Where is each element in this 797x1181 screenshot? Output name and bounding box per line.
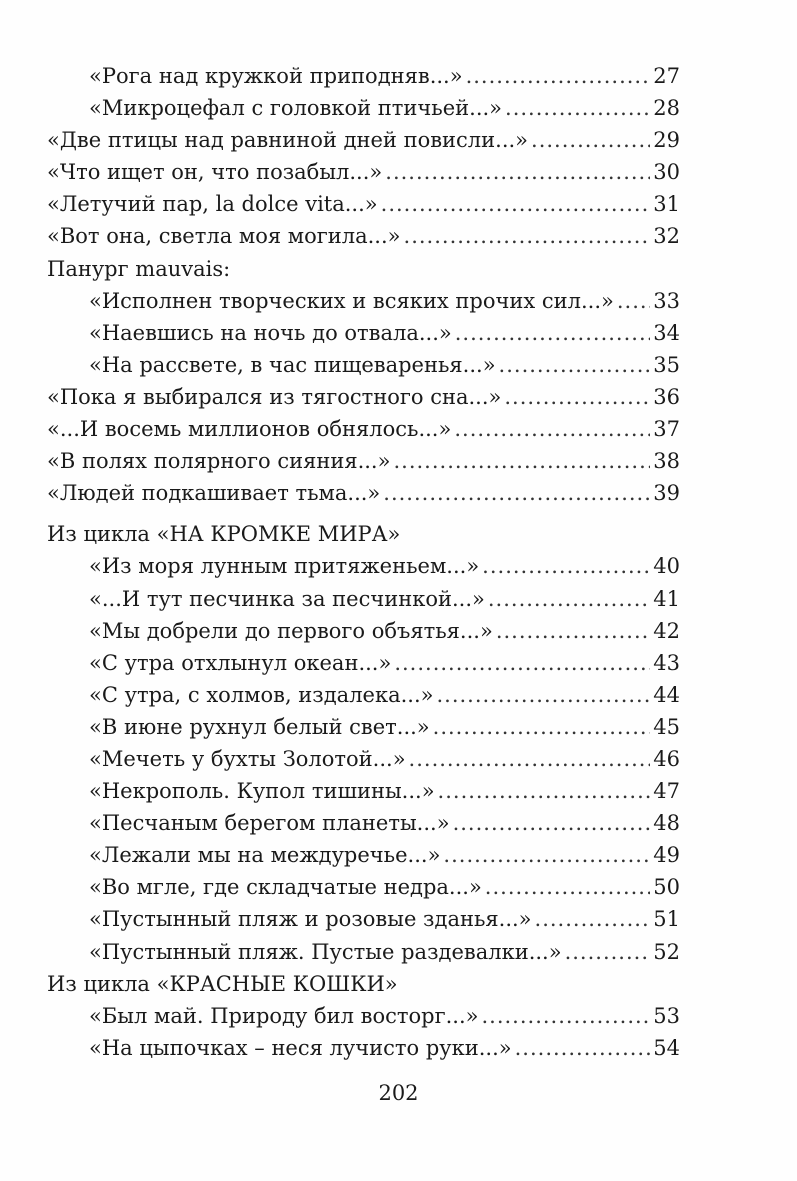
toc-entry-page: 50	[653, 875, 680, 900]
toc-entry-title: «Исполнен творческих и всяких прочих сил...»	[89, 288, 614, 313]
toc-entry	[47, 188, 680, 220]
toc-entry-page: 42	[653, 618, 680, 643]
toc-entry-title: «В июне рухнул белый свет...»	[89, 714, 430, 739]
dot-leader	[496, 615, 650, 647]
toc-entry-title: «Во мгле, где складчатые недра...»	[89, 875, 482, 900]
dot-leader	[394, 647, 650, 679]
dot-leader	[617, 285, 650, 317]
toc-entry	[47, 285, 680, 317]
toc-entry	[47, 381, 680, 413]
section-heading-text: Из цикла «КРАСНЫЕ КОШКИ»	[47, 971, 398, 996]
toc-entry-title: «Пустынный пляж. Пустые раздевалки...»	[89, 939, 562, 964]
toc-entry-page: 51	[653, 907, 680, 932]
toc-entry-title: «Микроцефал с головкой птичьей...»	[89, 96, 503, 121]
dot-leader	[436, 679, 650, 711]
dot-leader	[453, 807, 651, 839]
toc-entry-title: «Пока я выбирался из тягостного сна...»	[47, 384, 502, 409]
toc-entry-title: «С утра отхлынул океан...»	[89, 650, 392, 675]
toc-entry-title: «...И восемь миллионов обнялось...»	[47, 417, 452, 442]
toc-entry	[47, 220, 680, 252]
dot-leader	[466, 60, 651, 92]
toc-entry	[47, 871, 680, 903]
toc-entry-page: 38	[653, 449, 680, 474]
toc-entry-title: «Был май. Природу бил восторг...»	[89, 1003, 479, 1028]
dot-leader	[505, 92, 650, 124]
toc-entry	[47, 317, 680, 349]
section-heading	[47, 253, 680, 285]
dot-leader	[455, 317, 651, 349]
toc-entry	[47, 445, 680, 477]
toc-entry	[47, 124, 680, 156]
toc-entry-title: «Из моря лунным притяженьем...»	[89, 554, 480, 579]
dot-leader	[454, 413, 650, 445]
toc-entry	[47, 775, 680, 807]
dot-leader	[499, 349, 651, 381]
toc-entry	[47, 711, 680, 743]
toc-entry	[47, 743, 680, 775]
toc-entry-title: «Наевшись на ночь до отвала...»	[89, 320, 452, 345]
section-heading	[47, 518, 680, 550]
dot-leader	[515, 1032, 651, 1064]
section-heading	[47, 968, 680, 1000]
section-heading-text: Панург mauvais:	[47, 256, 231, 281]
toc-entry-page: 40	[653, 554, 680, 579]
dot-leader	[504, 381, 650, 413]
toc-entry-page: 27	[653, 64, 680, 88]
toc-entry-page: 47	[653, 779, 680, 804]
toc-entry	[47, 583, 680, 615]
toc-entry-page: 33	[653, 288, 680, 313]
toc-entry	[47, 679, 680, 711]
toc-entry	[47, 477, 680, 509]
dot-leader	[443, 839, 650, 871]
toc-entry-title: «На рассвете, в час пищеваренья...»	[89, 352, 496, 377]
page-number: 202	[378, 1081, 419, 1105]
toc-entry	[47, 807, 680, 839]
toc-entry-title: «На цыпочках – неся лучисто руки...»	[89, 1035, 512, 1060]
toc-entry-page: 31	[653, 192, 680, 217]
toc-entry-title: «Мечеть у бухты Золотой...»	[89, 746, 406, 771]
toc-entry-page: 28	[653, 96, 680, 121]
toc-entry	[47, 647, 680, 679]
toc-entry	[47, 550, 680, 582]
toc-entry-title: «Что ищет он, что позабыл...»	[47, 160, 383, 185]
toc-entry-title: «Вот она, светла моя могила...»	[47, 224, 401, 249]
toc-entry-title: «Некрополь. Купол тишины...»	[89, 779, 435, 804]
section-heading-text: Из цикла «НА КРОМКЕ МИРА»	[47, 522, 401, 547]
toc-entry-page: 53	[653, 1003, 680, 1028]
toc-entry-page: 32	[653, 224, 680, 249]
toc-entry-page: 45	[653, 714, 680, 739]
toc-entry-title: «Две птицы над равниной дней повисли...»	[47, 128, 529, 153]
toc-entry	[47, 1032, 680, 1064]
dot-leader	[535, 903, 651, 935]
toc-entry-title: «Мы добрели до первого объятья...»	[89, 618, 493, 643]
toc-entry	[47, 1000, 680, 1032]
toc-entry-page: 36	[653, 384, 680, 409]
toc-entry-page: 30	[653, 160, 680, 185]
toc-entry-title: «Людей подкашивает тьма...»	[47, 481, 381, 506]
toc-entry-page: 54	[653, 1035, 680, 1060]
toc-entry-page: 29	[653, 128, 680, 153]
dot-leader	[531, 124, 650, 156]
toc-entry-title: «Летучий пар, la dolce vita...»	[47, 192, 378, 217]
dot-leader	[482, 550, 650, 582]
dot-leader	[438, 775, 651, 807]
toc-entry	[47, 615, 680, 647]
dot-leader	[404, 220, 651, 252]
toc-entry-page: 48	[653, 811, 680, 836]
dot-leader	[383, 477, 650, 509]
dot-leader	[409, 743, 651, 775]
toc-entry-page: 39	[653, 481, 680, 506]
toc-entry	[47, 413, 680, 445]
toc-entry-page: 52	[653, 939, 680, 964]
dot-leader	[433, 711, 651, 743]
toc-entry-page: 44	[653, 682, 680, 707]
table-of-contents	[47, 60, 680, 1064]
toc-entry	[47, 156, 680, 188]
dot-leader	[485, 871, 650, 903]
toc-entry-title: «С утра, с холмов, издалека...»	[89, 682, 434, 707]
toc-entry	[47, 839, 680, 871]
toc-entry-page: 49	[653, 843, 680, 868]
toc-entry-title: «Пустынный пляж и розовые зданья...»	[89, 907, 532, 932]
toc-entry-title: «Лежали мы на междуречье...»	[89, 843, 441, 868]
toc-entry-title: «Рога над кружкой приподняв...»	[89, 64, 463, 88]
toc-entry-title: «...И тут песчинка за песчинкой...»	[89, 586, 485, 611]
dot-leader	[565, 936, 651, 968]
toc-entry-page: 43	[653, 650, 680, 675]
dot-leader	[481, 1000, 650, 1032]
toc-entry-page: 37	[653, 417, 680, 442]
toc-entry	[47, 92, 680, 124]
toc-entry	[47, 936, 680, 968]
dot-leader	[381, 188, 651, 220]
toc-entry-title: «В полях полярного сияния...»	[47, 449, 391, 474]
toc-entry-page: 46	[653, 746, 680, 771]
toc-entry-page: 35	[653, 352, 680, 377]
toc-entry-page: 34	[653, 320, 680, 345]
dot-leader	[393, 445, 650, 477]
toc-entry	[47, 349, 680, 381]
dot-leader	[488, 583, 650, 615]
toc-entry-page: 41	[653, 586, 680, 611]
dot-leader	[385, 156, 650, 188]
toc-entry	[47, 903, 680, 935]
toc-entry-title: «Песчаным берегом планеты...»	[89, 811, 450, 836]
toc-entry	[47, 60, 680, 92]
